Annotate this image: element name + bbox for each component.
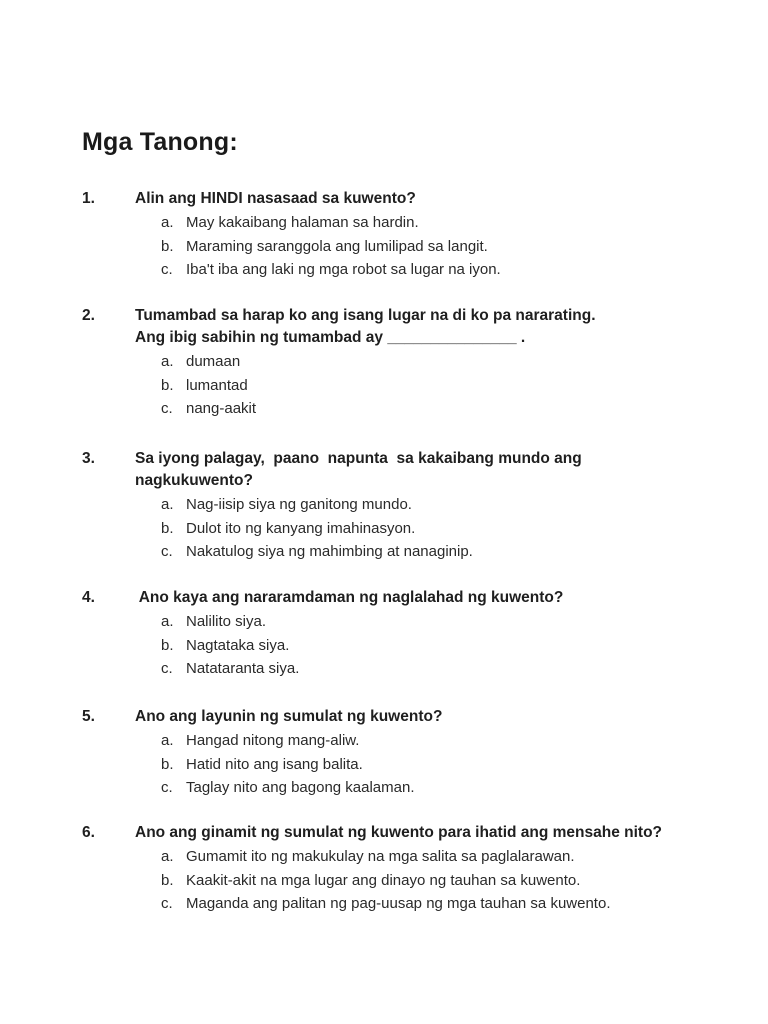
answer-option bbox=[82, 634, 762, 658]
question-prompt-line bbox=[82, 587, 762, 609]
question-prompt-line bbox=[82, 448, 762, 470]
option-text: Nalilito siya. bbox=[186, 613, 267, 630]
answer-option bbox=[82, 374, 762, 398]
option-letter: c. bbox=[161, 895, 173, 912]
answer-option bbox=[82, 540, 762, 564]
answer-option bbox=[82, 517, 762, 541]
option-letter: a. bbox=[161, 353, 174, 370]
answer-options bbox=[82, 610, 762, 681]
question-prompt-line bbox=[82, 470, 762, 492]
question-number: 2. bbox=[82, 307, 95, 324]
option-letter: a. bbox=[161, 214, 174, 231]
option-letter: b. bbox=[161, 755, 174, 773]
option-text: May kakaibang halaman sa hardin. bbox=[186, 214, 419, 231]
question-item bbox=[82, 587, 762, 681]
option-text: Kaakit-akit na mga lugar ang dinayo ng tauhan sa kuwento. bbox=[186, 871, 581, 889]
answer-option bbox=[82, 657, 762, 681]
option-letter: c. bbox=[161, 779, 173, 796]
question-number: 5. bbox=[82, 708, 95, 725]
answer-option bbox=[82, 493, 762, 517]
option-text: lumantad bbox=[186, 376, 248, 394]
question-prompt-line bbox=[82, 188, 762, 210]
option-letter: a. bbox=[161, 496, 174, 513]
answer-option bbox=[82, 776, 762, 800]
answer-options bbox=[82, 845, 762, 916]
question-prompt-line bbox=[82, 822, 762, 844]
answer-options bbox=[82, 729, 762, 800]
option-text: Hangad nitong mang-aliw. bbox=[186, 732, 360, 749]
question-prompt-line bbox=[82, 327, 762, 349]
answer-options bbox=[82, 493, 762, 564]
option-letter: b. bbox=[161, 519, 174, 537]
answer-options bbox=[82, 350, 762, 421]
answer-option bbox=[82, 729, 762, 753]
option-text: Nakatulog siya ng mahimbing at nanaginip. bbox=[186, 543, 473, 560]
question-text: Ano ang ginamit ng sumulat ng kuwento para ihatid ang mensahe nito? bbox=[135, 824, 663, 841]
answer-option bbox=[82, 397, 762, 421]
option-text: Nagtataka siya. bbox=[186, 636, 290, 654]
question-item bbox=[82, 448, 762, 564]
option-letter: a. bbox=[161, 613, 174, 630]
question-text: nagkukuwento? bbox=[135, 472, 253, 489]
question-text: Alin ang HINDI nasasaad sa kuwento? bbox=[135, 190, 416, 207]
option-text: Hatid nito ang isang balita. bbox=[186, 755, 363, 773]
answer-option bbox=[82, 211, 762, 235]
answer-option bbox=[82, 892, 762, 916]
answer-option bbox=[82, 235, 762, 259]
question-item bbox=[82, 188, 762, 282]
option-letter: c. bbox=[161, 400, 173, 417]
question-text: Ang ibig sabihin ng tumambad ay _______________ . bbox=[135, 329, 526, 346]
question-item bbox=[82, 822, 762, 916]
option-letter: a. bbox=[161, 848, 174, 865]
option-letter: b. bbox=[161, 376, 174, 394]
answer-option bbox=[82, 753, 762, 777]
question-number: 6. bbox=[82, 824, 95, 841]
option-letter: c. bbox=[161, 261, 173, 278]
question-text: Tumambad sa harap ko ang isang lugar na di ko pa nararating. bbox=[135, 307, 596, 324]
option-text: Maraming saranggola ang lumilipad sa langit. bbox=[186, 237, 488, 255]
option-letter: c. bbox=[161, 543, 173, 560]
answer-option bbox=[82, 350, 762, 374]
option-text: Iba't iba ang laki ng mga robot sa lugar na iyon. bbox=[186, 261, 501, 278]
question-item bbox=[82, 305, 762, 421]
option-text: dumaan bbox=[186, 353, 241, 370]
option-text: Gumamit ito ng makukulay na mga salita sa paglalarawan. bbox=[186, 848, 575, 865]
option-letter: a. bbox=[161, 732, 174, 749]
answer-option bbox=[82, 869, 762, 893]
question-prompt-line bbox=[82, 706, 762, 728]
question-text: Ano kaya ang nararamdaman ng naglalahad ng kuwento? bbox=[135, 589, 564, 606]
answer-option bbox=[82, 258, 762, 282]
option-letter: b. bbox=[161, 636, 174, 654]
question-prompt-line bbox=[82, 305, 762, 327]
answer-options bbox=[82, 211, 762, 282]
question-text: Ano ang layunin ng sumulat ng kuwento? bbox=[135, 708, 443, 725]
option-letter: b. bbox=[161, 237, 174, 255]
answer-option bbox=[82, 845, 762, 869]
question-number: 4. bbox=[82, 589, 95, 606]
option-text: Taglay nito ang bagong kaalaman. bbox=[186, 779, 415, 796]
page-title: Mga Tanong: bbox=[82, 128, 238, 156]
option-letter: c. bbox=[161, 660, 173, 677]
option-text: Nag-iisip siya ng ganitong mundo. bbox=[186, 496, 412, 513]
option-text: Maganda ang palitan ng pag-uusap ng mga tauhan sa kuwento. bbox=[186, 895, 611, 912]
option-letter: b. bbox=[161, 871, 174, 889]
answer-option bbox=[82, 610, 762, 634]
option-text: Dulot ito ng kanyang imahinasyon. bbox=[186, 519, 416, 537]
option-text: nang-aakit bbox=[186, 400, 257, 417]
question-item bbox=[82, 706, 762, 800]
question-number: 1. bbox=[82, 190, 95, 207]
question-text: Sa iyong palagay, paano napunta sa kakaibang mundo ang bbox=[135, 450, 582, 467]
question-number: 3. bbox=[82, 450, 95, 467]
option-text: Natataranta siya. bbox=[186, 660, 300, 677]
